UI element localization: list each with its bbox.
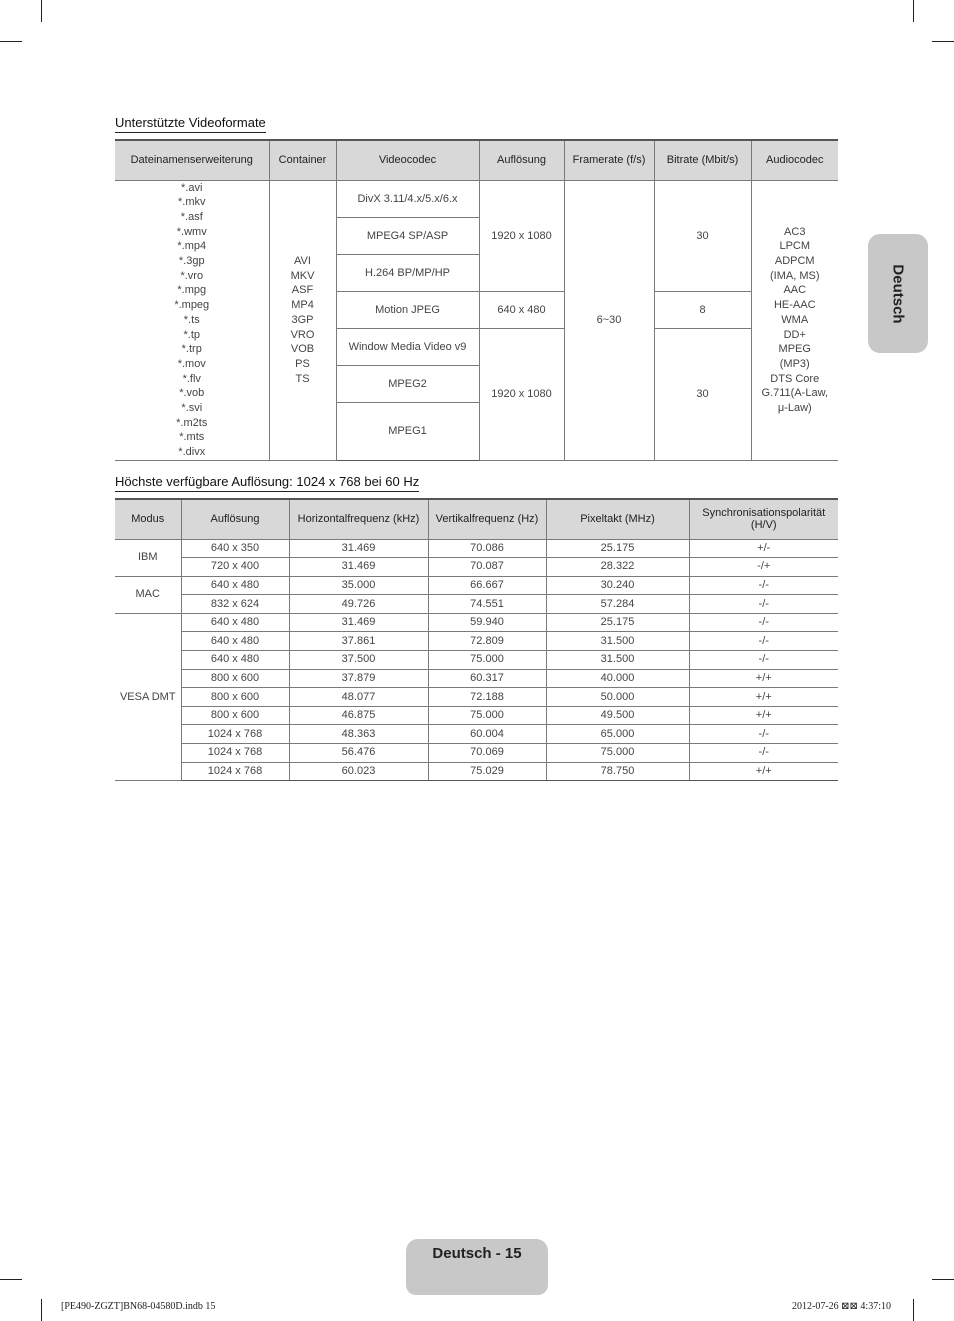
audio-codec-list: AC3 LPCM ADPCM (IMA, MS) AAC HE-AAC WMA DD+ MPEG (MP3) DTS Core G.711(A-Law, μ-Law) (751, 180, 838, 460)
container-list: AVI MKV ASF MP4 3GP VRO VOB PS TS (269, 180, 336, 460)
codec-cell: H.264 BP/MP/HP (336, 254, 479, 291)
header-cell: Horizontalfrequenz (kHz) (289, 499, 428, 539)
codec-cell: Motion JPEG (336, 291, 479, 328)
crop-mark (0, 1279, 22, 1280)
table-cell: 50.000 (546, 688, 689, 707)
resolution-table (115, 498, 838, 781)
framerate-cell: 6~30 (564, 180, 654, 460)
crop-mark (0, 41, 22, 42)
print-file-info: [PE490-ZGZT]BN68-04580D.indb 15 (61, 1301, 216, 1312)
table-cell: 48.077 (289, 688, 428, 707)
resolution-cell: 640 x 480 (479, 291, 564, 328)
table-cell: 31.500 (546, 651, 689, 670)
table-row (115, 688, 838, 707)
table-cell: +/- (689, 539, 838, 558)
table-cell: -/- (689, 651, 838, 670)
table-cell: -/- (689, 613, 838, 632)
table-cell: 74.551 (428, 595, 546, 614)
table-row (115, 576, 838, 595)
print-date-info: 2012-07-26 ⊠⊠ 4:37:10 (792, 1301, 891, 1312)
table-cell: 640 x 480 (181, 632, 289, 651)
crop-mark (932, 41, 954, 42)
table-cell: 640 x 480 (181, 576, 289, 595)
language-side-tab-label: Deutsch (889, 263, 907, 324)
table-cell: 72.809 (428, 632, 546, 651)
video-formats-table (115, 139, 838, 461)
crop-mark (913, 0, 914, 22)
bitrate-cell: 8 (654, 291, 751, 328)
table-cell: 57.284 (546, 595, 689, 614)
table-cell: 66.667 (428, 576, 546, 595)
table-cell: 31.469 (289, 558, 428, 577)
header-cell: Synchronisationspolarität (H/V) (689, 499, 838, 539)
table-cell: 75.000 (428, 706, 546, 725)
mode-cell: VESA DMT (115, 613, 181, 780)
table-row (115, 180, 838, 217)
table-cell: 49.500 (546, 706, 689, 725)
table-cell: 37.879 (289, 669, 428, 688)
table-cell: +/+ (689, 688, 838, 707)
table-row (115, 651, 838, 670)
crop-mark (41, 1299, 42, 1321)
table-cell: 35.000 (289, 576, 428, 595)
extension-list: *.avi *.mkv *.asf *.wmv *.mp4 *.3gp *.vro *.mpg *.mpeg *.ts *.tp *.trp *.mov *.flv *.vob *.svi *.m2ts *.mts *.divx (115, 180, 269, 460)
codec-cell: DivX 3.11/4.x/5.x/6.x (336, 180, 479, 217)
bitrate-cell: 30 (654, 328, 751, 460)
table-cell: 75.000 (428, 651, 546, 670)
header-cell: Vertikalfrequenz (Hz) (428, 499, 546, 539)
header-cell: Videocodec (336, 140, 479, 180)
table-cell: -/- (689, 744, 838, 763)
page-number-tab (406, 1239, 548, 1295)
header-cell: Dateinamenserweiterung (115, 140, 269, 180)
mode-cell: IBM (115, 539, 181, 576)
table-cell: 60.004 (428, 725, 546, 744)
table-cell: 800 x 600 (181, 706, 289, 725)
table-cell: 720 x 400 (181, 558, 289, 577)
table-row (115, 558, 838, 577)
header-cell: Pixeltakt (MHz) (546, 499, 689, 539)
table-row (115, 762, 838, 781)
header-cell: Auflösung (479, 140, 564, 180)
table-row (115, 595, 838, 614)
table-cell: +/+ (689, 706, 838, 725)
video-formats-title: Unterstützte Videoformate (115, 115, 266, 133)
table-cell: 70.086 (428, 539, 546, 558)
codec-cell: MPEG1 (336, 402, 479, 460)
language-side-tab (868, 234, 928, 353)
table-cell: 48.363 (289, 725, 428, 744)
table-cell: 56.476 (289, 744, 428, 763)
header-cell: Modus (115, 499, 181, 539)
table-cell: +/+ (689, 762, 838, 781)
table-cell: +/+ (689, 669, 838, 688)
table-cell: 640 x 480 (181, 613, 289, 632)
table-cell: 25.175 (546, 539, 689, 558)
table-cell: 800 x 600 (181, 669, 289, 688)
table-cell: 72.188 (428, 688, 546, 707)
table-cell: 78.750 (546, 762, 689, 781)
header-cell: Bitrate (Mbit/s) (654, 140, 751, 180)
table-cell: 37.500 (289, 651, 428, 670)
header-cell: Container (269, 140, 336, 180)
table-cell: 65.000 (546, 725, 689, 744)
table-cell: 30.240 (546, 576, 689, 595)
crop-mark (913, 1299, 914, 1321)
table-cell: -/- (689, 632, 838, 651)
table-cell: 1024 x 768 (181, 762, 289, 781)
crop-mark (932, 1279, 954, 1280)
table-cell: 640 x 480 (181, 651, 289, 670)
table-cell: 70.069 (428, 744, 546, 763)
max-resolution-title: Höchste verfügbare Auflösung: 1024 x 768 bei 60 Hz (115, 474, 419, 492)
table-cell: 31.469 (289, 613, 428, 632)
header-cell: Audiocodec (751, 140, 838, 180)
table-cell: 37.861 (289, 632, 428, 651)
table-cell: 800 x 600 (181, 688, 289, 707)
table-cell: -/- (689, 725, 838, 744)
table-cell: 59.940 (428, 613, 546, 632)
bitrate-cell: 30 (654, 180, 751, 291)
header-cell: Auflösung (181, 499, 289, 539)
table-row (115, 669, 838, 688)
table-cell: 31.500 (546, 632, 689, 651)
table-cell: -/- (689, 595, 838, 614)
table-cell: 75.029 (428, 762, 546, 781)
table-cell: 25.175 (546, 613, 689, 632)
table-row (115, 539, 838, 558)
resolution-cell: 1920 x 1080 (479, 180, 564, 291)
header-cell: Framerate (f/s) (564, 140, 654, 180)
table-cell: 46.875 (289, 706, 428, 725)
table-cell: 75.000 (546, 744, 689, 763)
table-row (115, 725, 838, 744)
codec-cell: Window Media Video v9 (336, 328, 479, 365)
crop-mark (41, 0, 42, 22)
table-header-row (115, 140, 838, 180)
table-cell: 49.726 (289, 595, 428, 614)
table-cell: 40.000 (546, 669, 689, 688)
table-cell: 28.322 (546, 558, 689, 577)
table-cell: 1024 x 768 (181, 725, 289, 744)
table-header-row (115, 499, 838, 539)
table-cell: -/+ (689, 558, 838, 577)
page-number-label: Deutsch - 15 (432, 1245, 522, 1262)
table-row (115, 744, 838, 763)
table-cell: 832 x 624 (181, 595, 289, 614)
table-cell: 60.023 (289, 762, 428, 781)
table-row (115, 613, 838, 632)
table-cell: 31.469 (289, 539, 428, 558)
table-cell: 640 x 350 (181, 539, 289, 558)
table-cell: -/- (689, 576, 838, 595)
table-row (115, 632, 838, 651)
table-cell: 60.317 (428, 669, 546, 688)
codec-cell: MPEG2 (336, 365, 479, 402)
mode-cell: MAC (115, 576, 181, 613)
table-cell: 1024 x 768 (181, 744, 289, 763)
resolution-cell: 1920 x 1080 (479, 328, 564, 460)
table-row (115, 706, 838, 725)
table-cell: 70.087 (428, 558, 546, 577)
codec-cell: MPEG4 SP/ASP (336, 217, 479, 254)
